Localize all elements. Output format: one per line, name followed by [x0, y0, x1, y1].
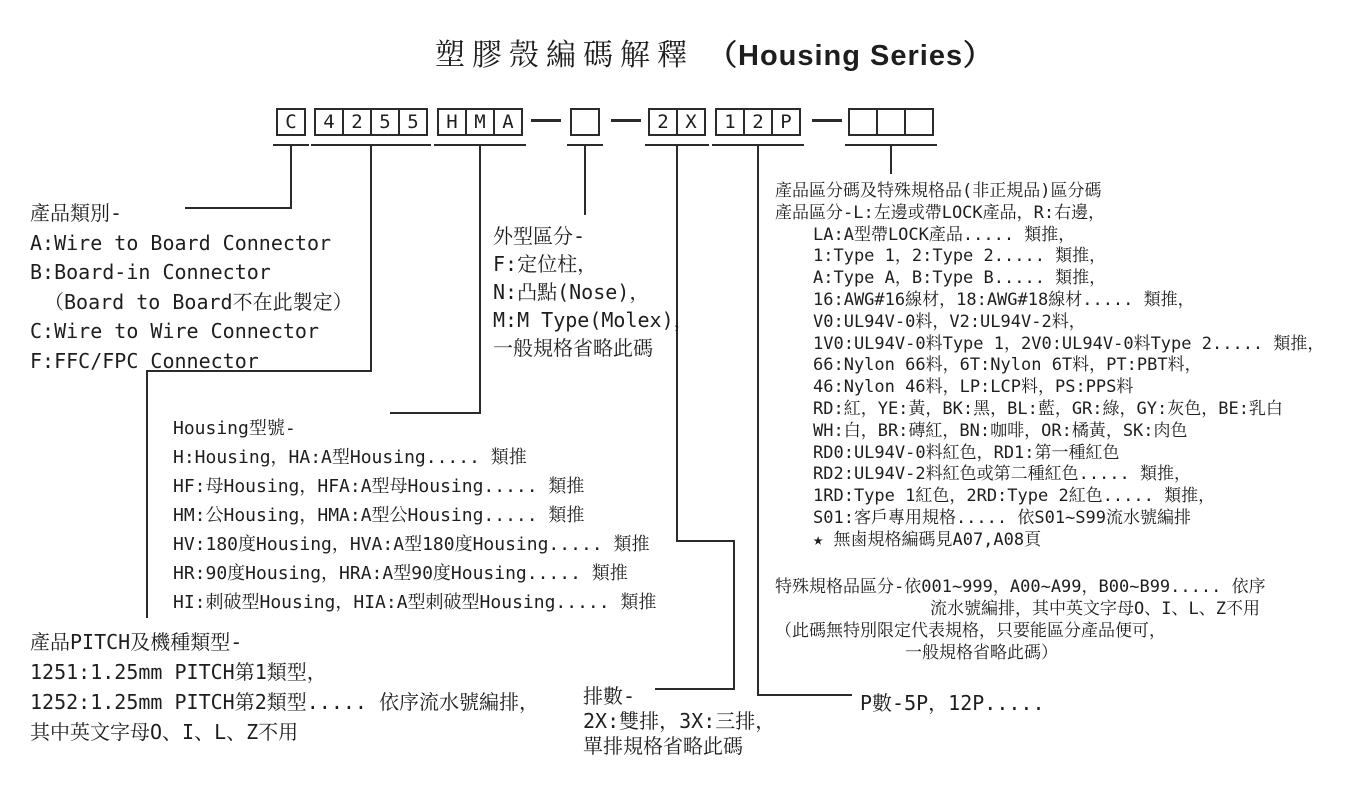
block-line: P數-5P，12P.....	[860, 691, 1045, 715]
block-line: 一般規格省略此碼）	[905, 643, 1058, 663]
page-title	[435, 30, 993, 74]
code-separator-dash	[611, 119, 641, 122]
block-line: HF:母Housing，HFA:A型母Housing..... 類推	[173, 476, 585, 497]
pin-count-label	[860, 687, 1045, 716]
block-line: N:凸點(Nose)，	[493, 280, 650, 304]
block-line: HR:90度Housing，HRA:A型90度Housing..... 類推	[173, 563, 628, 584]
code-box-cell	[850, 110, 878, 134]
block-line: 排數-	[583, 684, 636, 708]
block-line: RD:紅，YE:黃，BK:黑，BL:藍，GR:綠，GY:灰色，BE:乳白	[813, 398, 1283, 419]
block-line: Housing型號-	[173, 418, 296, 439]
housing-model-block	[173, 414, 656, 617]
code-box-cell: 5	[372, 110, 400, 134]
connector-line-pitch	[146, 370, 148, 618]
block-line: HM:公Housing，HMA:A型公Housing..... 類推	[173, 505, 585, 526]
block-line: 其中英文字母O、I、L、Z不用	[30, 720, 299, 744]
block-line: 特殊規格品區分-依001~999，A00~A99，B00~B99..... 依序	[775, 577, 1266, 597]
code-box-cell	[878, 110, 906, 134]
connector-line-pins	[757, 146, 759, 696]
block-line: 流水號編排，其中英文字母O、I、L、Z不用	[930, 599, 1260, 619]
block-line: A:Wire to Board Connector	[30, 230, 332, 255]
code-box-cell: P	[780, 110, 792, 133]
block-line: 產品類別-	[30, 201, 123, 225]
code-box-cell: 2	[650, 110, 678, 134]
code-box-cell: H	[439, 110, 467, 134]
code-separator-dash	[531, 119, 561, 122]
code-box-cell: 4	[316, 110, 344, 134]
pitch-type-block	[30, 627, 539, 747]
page-title-en: （Housing Series）	[708, 40, 994, 72]
connector-line-rows	[733, 540, 735, 690]
code-box-group-pin-count	[715, 108, 801, 136]
block-line: HI:刺破型Housing，HIA:A型刺破型Housing..... 類推	[173, 592, 657, 613]
block-line: LA:A型帶LOCK產品..... 類推，	[813, 224, 1076, 245]
block-line: 1251:1.25mm PITCH第1類型，	[30, 660, 327, 684]
block-line: 2X:雙排，3X:三排，	[583, 709, 776, 733]
block-line: （Board to Board不在此製定）	[44, 289, 353, 314]
block-line: 1V0:UL94V-0料Type 1，2V0:UL94V-0料Type 2..... 類推，	[813, 333, 1325, 354]
code-box-cell	[572, 110, 598, 134]
block-line: ★ 無鹵規格編碼見A07,A08頁	[813, 529, 1042, 550]
block-line: 1252:1.25mm PITCH第2類型..... 依序流水號編排，	[30, 690, 539, 714]
block-line: （此碼無特別限定代表規格，只要能區分產品便可，	[775, 621, 1166, 641]
block-line: RD2:UL94V-2料紅色或第二種紅色..... 類推，	[813, 464, 1191, 485]
special-spec-block	[775, 576, 1266, 664]
code-box-cell: C	[285, 110, 297, 133]
code-box-cell: M	[467, 110, 495, 134]
block-line: V0:UL94V-0料，V2:UL94V-2料，	[813, 311, 1086, 332]
shape-type-block	[493, 222, 694, 362]
block-line: H:Housing，HA:A型Housing..... 類推	[173, 447, 527, 468]
block-line: 產品PITCH及機種類型-	[30, 630, 243, 654]
row-count-block	[583, 684, 775, 759]
block-line: A:Type A，B:Type B..... 類推，	[813, 268, 1107, 289]
block-line: WH:白，BR:磚紅，BN:咖啡，OR:橘黃，SK:肉色	[813, 420, 1188, 441]
block-line: 66:Nylon 66料，6T:Nylon 6T料，PT:PBT料，	[813, 355, 1202, 376]
code-box-cell: 1	[717, 110, 745, 134]
connector-line-suffix	[890, 146, 892, 174]
block-line: 外型區分-	[493, 224, 586, 248]
block-line: HV:180度Housing，HVA:A型180度Housing..... 類推	[173, 534, 650, 555]
block-line: 1RD:Type 1紅色，2RD:Type 2紅色..... 類推，	[813, 486, 1216, 507]
block-line: F:定位柱，	[493, 252, 598, 276]
block-line: 一般規格省略此碼	[493, 336, 653, 360]
suffix-code-block	[775, 181, 1324, 552]
code-box-cell: 2	[344, 110, 372, 134]
code-box-group-pitch	[314, 108, 428, 136]
code-box-cell: X	[685, 110, 697, 133]
code-box-group-suffix	[848, 108, 934, 136]
code-box-cell: 5	[407, 110, 419, 133]
block-line: C:Wire to Wire Connector	[30, 319, 319, 343]
block-line: 產品區分碼及特殊規格品(非正規品)區分碼	[775, 181, 1102, 201]
code-box-group-category	[276, 108, 306, 136]
code-box-group-shape	[570, 108, 600, 136]
block-line: S01:客戶專用規格..... 依S01~S99流水號編排	[813, 507, 1191, 528]
code-separator-dash	[812, 119, 842, 122]
code-box-cell	[906, 110, 932, 134]
code-box-cell: A	[502, 110, 514, 133]
code-box-group-housing-model	[437, 108, 523, 136]
block-line: 單排規格省略此碼	[583, 734, 743, 758]
product-category-block	[30, 199, 353, 376]
connector-line-housing	[479, 146, 481, 414]
page-title-cjk: 塑膠殼編碼解釋	[435, 38, 694, 73]
block-line: B:Board-in Connector	[30, 260, 271, 284]
block-line: F:FFC/FPC Connector	[30, 348, 259, 373]
block-line: 產品區分-L:左邊或帶LOCK產品，R:右邊，	[775, 202, 1106, 223]
block-line: 16:AWG#16線材，18:AWG#18線材..... 類推，	[813, 289, 1195, 310]
connector-line-rows	[676, 540, 735, 542]
block-line: 46:Nylon 46料，LP:LCP料，PS:PPS料	[813, 377, 1134, 398]
code-box-cell: 2	[745, 110, 773, 134]
connector-line-pitch	[370, 146, 372, 372]
block-line: RD0:UL94V-0料紅色，RD1:第一種紅色	[813, 442, 1120, 463]
block-line: 1:Type 1，2:Type 2..... 類推，	[813, 246, 1107, 267]
code-box-group-row-count	[648, 108, 706, 136]
block-line: M:M Type(Molex)，	[493, 308, 694, 332]
connector-line-shape	[584, 146, 586, 215]
